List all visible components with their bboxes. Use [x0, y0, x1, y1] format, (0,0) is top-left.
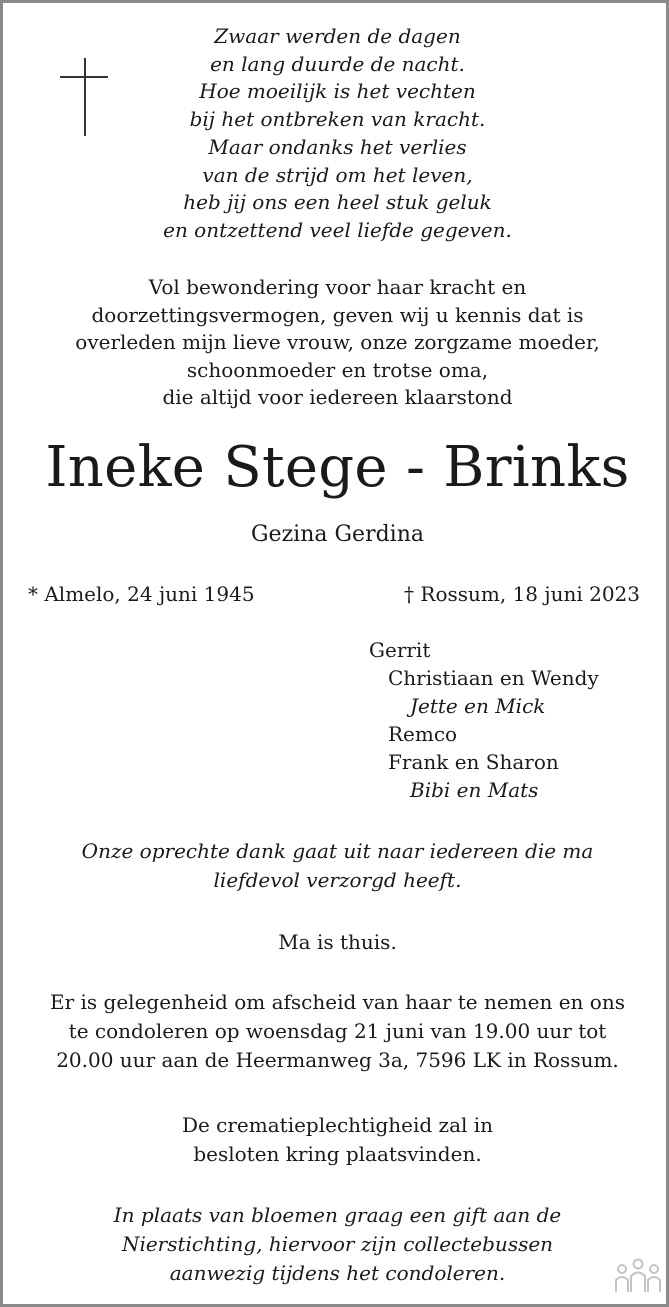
intro-line: Vol bewondering voor haar kracht en	[148, 275, 527, 299]
poem-line: van de strijd om het leven,	[202, 162, 473, 187]
gift-line: In plaats van bloemen graag een gift aan de	[113, 1203, 562, 1227]
home-note: Ma is thuis.	[278, 930, 397, 954]
intro-line: die altijd voor iedereen klaarstond	[162, 385, 513, 409]
donation-request	[3, 1201, 669, 1288]
intro-line: doorzettingsvermogen, geven wij u kennis dat is	[91, 302, 584, 327]
poem-line: Maar ondanks het verlies	[208, 134, 467, 159]
cremation-line: De crematieplechtigheid zal in	[181, 1113, 494, 1137]
family-member: Gerrit	[369, 638, 431, 662]
family-member: Christiaan en Wendy	[388, 666, 599, 690]
birth-date: * Almelo, 24 juni 1945	[28, 582, 255, 606]
visitation-info	[3, 988, 669, 1075]
thanks-note	[3, 837, 669, 895]
poem-line: Hoe moeilijk is het vechten	[199, 79, 476, 104]
family-member: Frank en Sharon	[388, 750, 559, 774]
family-member: Jette en Mick	[410, 694, 546, 718]
people-group-icon	[614, 1258, 662, 1294]
cremation-info	[3, 1111, 669, 1169]
poem-line: en lang duurde de nacht.	[210, 51, 465, 76]
family-list	[369, 636, 659, 804]
visit-line: Er is gelegenheid om afscheid van haar te nemen en ons	[50, 990, 625, 1014]
intro-line: schoonmoeder en trotse oma,	[186, 357, 489, 382]
poem-line: Zwaar werden de dagen	[214, 24, 461, 48]
announcement-intro	[3, 274, 669, 412]
thanks-line: liefdevol verzorgd heeft.	[213, 868, 462, 892]
poem-line: heb jij ons een heel stuk geluk	[183, 190, 492, 215]
family-member: Remco	[388, 722, 458, 746]
visit-line: 20.00 uur aan de Heermanweg 3a, 7596 LK in Rossum.	[56, 1048, 619, 1072]
death-date: † Rossum, 18 juni 2023	[404, 582, 640, 606]
poem-line: bij het ontbreken van kracht.	[189, 107, 486, 132]
cremation-line: besloten kring plaatsvinden.	[193, 1142, 482, 1166]
visit-line: te condoleren op woensdag 21 juni van 19.00 uur tot	[68, 1019, 607, 1043]
gift-line: Nierstichting, hiervoor zijn collectebussen	[121, 1232, 554, 1256]
intro-line: overleden mijn lieve vrouw, onze zorgzame moeder,	[75, 330, 600, 354]
thanks-line: Onze oprechte dank gaat uit naar iedereen die ma	[81, 839, 594, 863]
family-member: Bibi en Mats	[410, 778, 539, 802]
gift-line: aanwezig tijdens het condoleren.	[169, 1261, 506, 1285]
poem-line: en ontzettend veel liefde gegeven.	[163, 217, 512, 242]
deceased-name: Ineke Stege - Brinks	[45, 435, 630, 500]
given-names: Gezina Gerdina	[250, 522, 424, 547]
poem	[3, 23, 669, 245]
